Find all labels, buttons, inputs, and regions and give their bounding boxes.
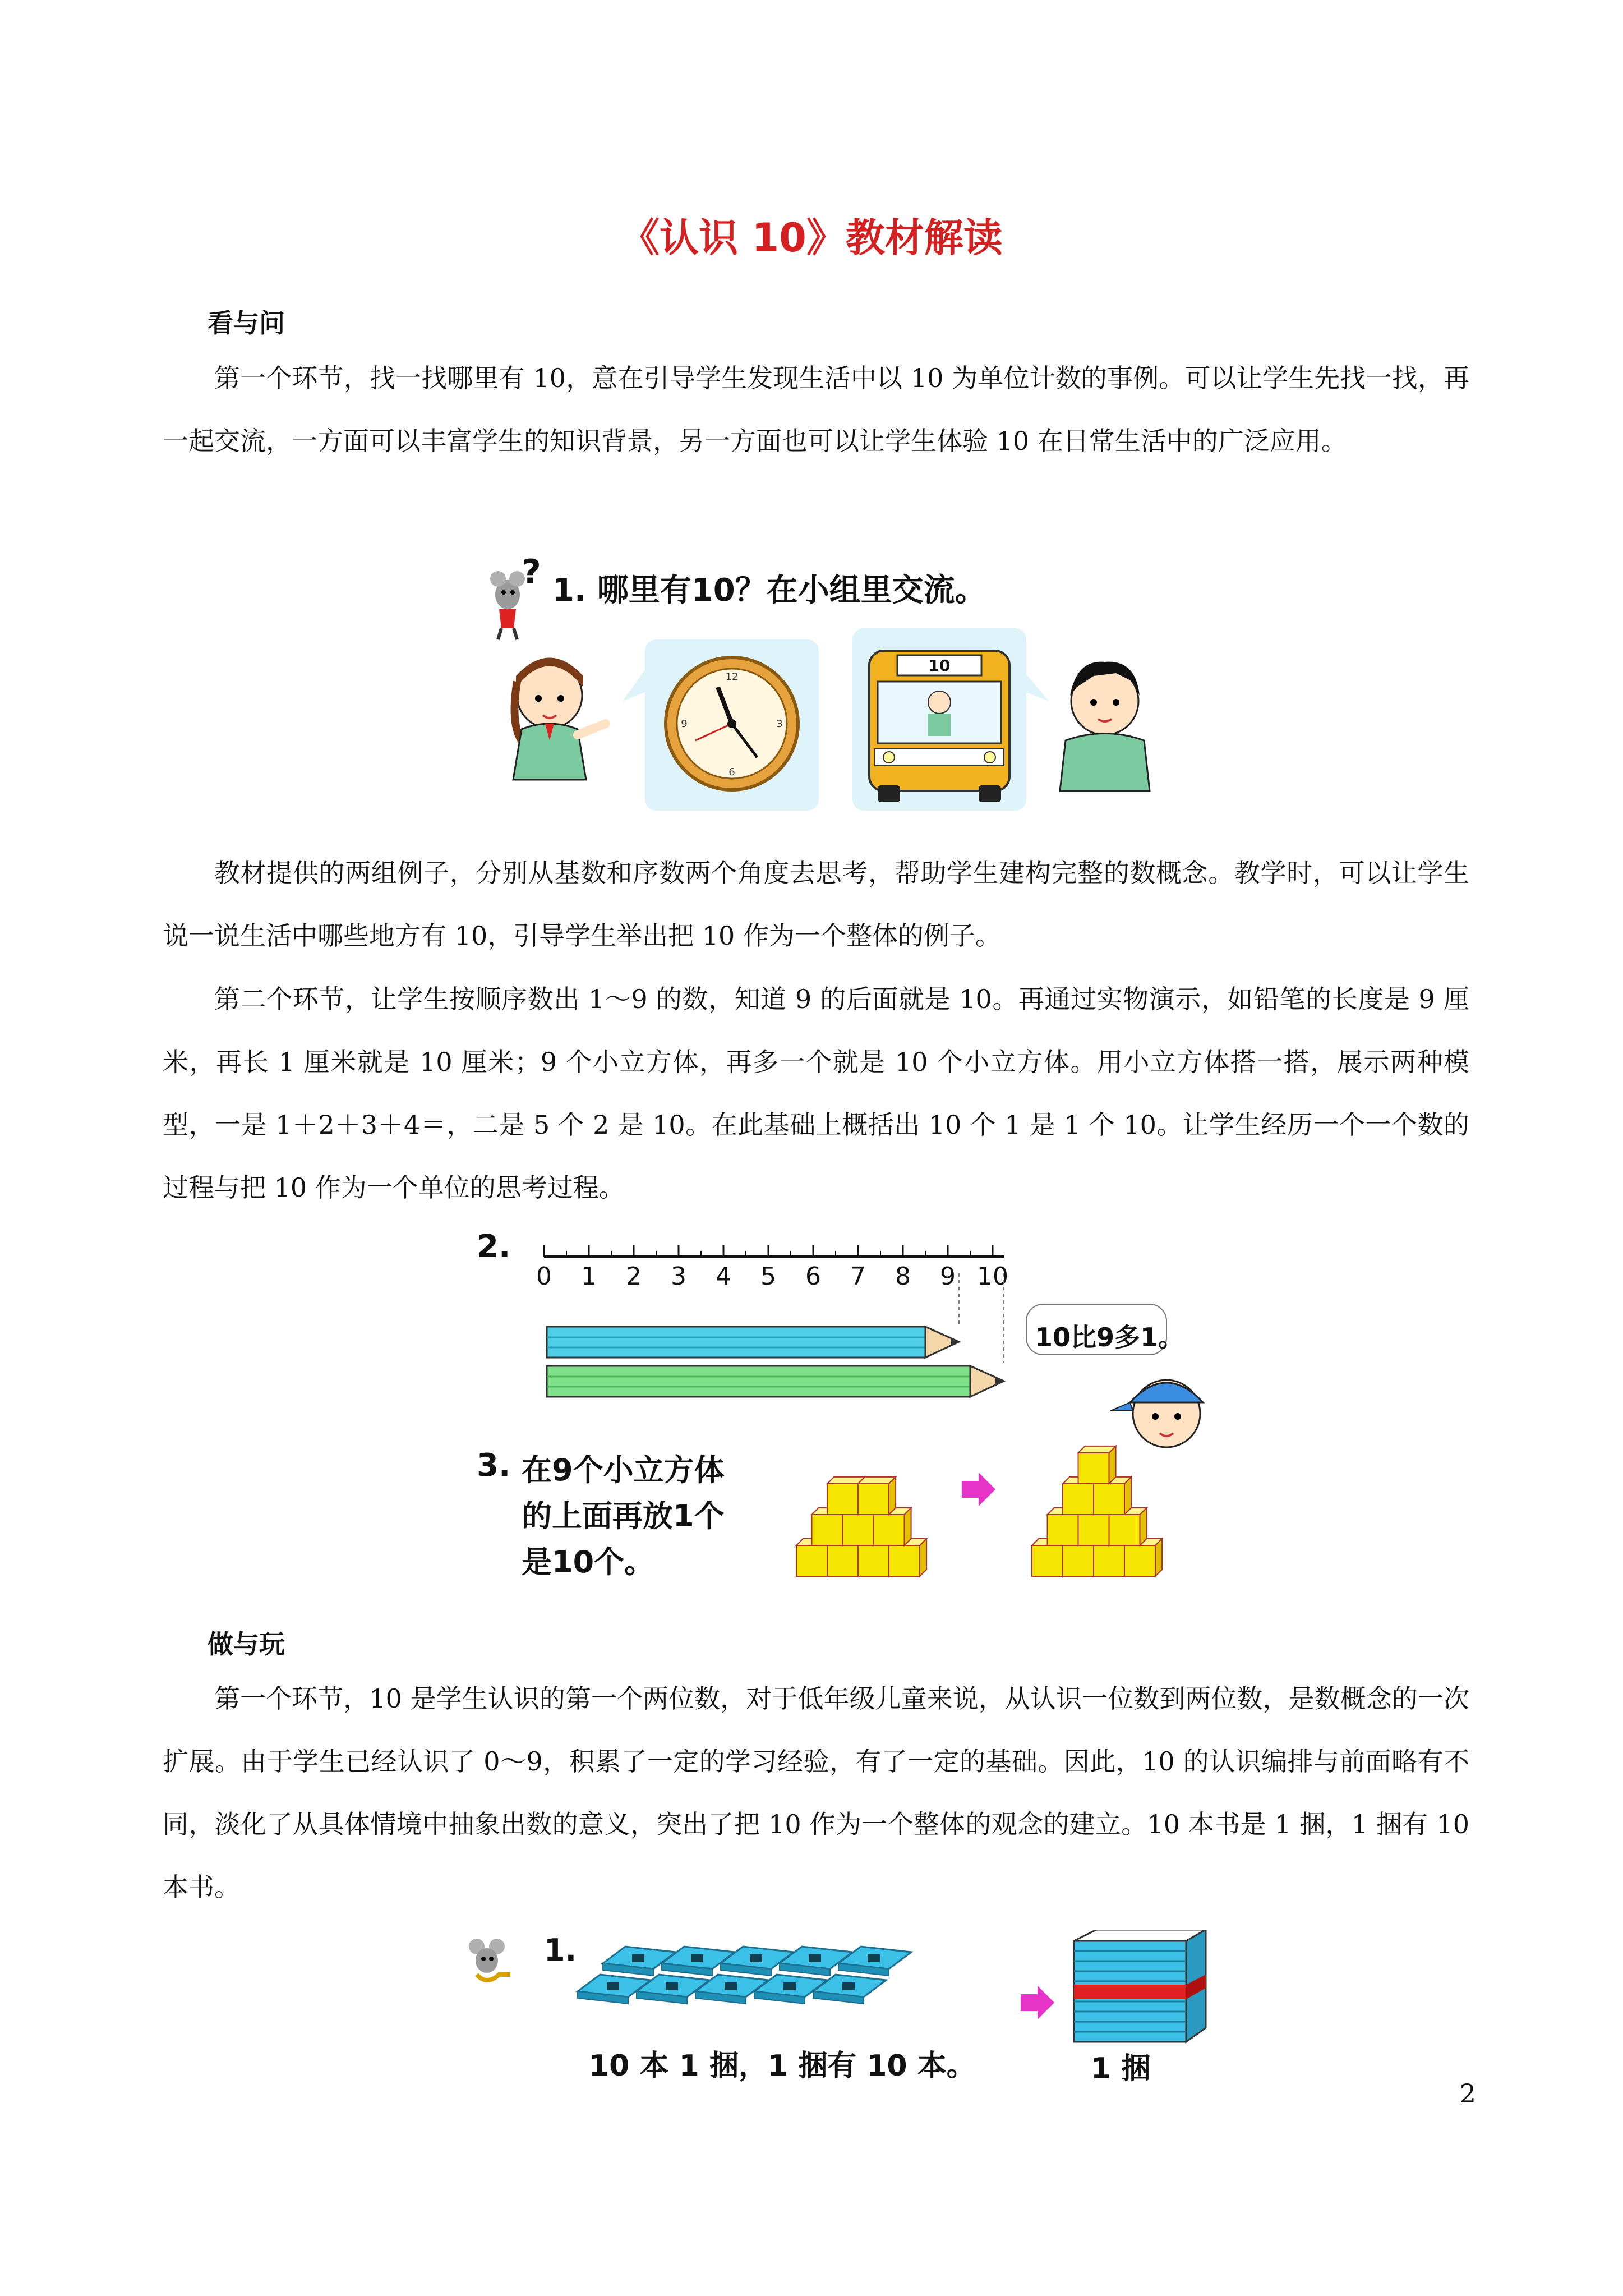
cube-face bbox=[843, 1515, 874, 1545]
svg-text:?: ? bbox=[522, 555, 541, 592]
cube-side bbox=[920, 1539, 926, 1576]
mouse-mascot-icon bbox=[490, 555, 541, 639]
cube-side bbox=[1155, 1539, 1162, 1576]
cap-boy-illustration bbox=[1110, 1380, 1203, 1447]
cube-face bbox=[1063, 1545, 1094, 1576]
section-heading-look-ask: 看与问 bbox=[208, 308, 285, 338]
ruler-tick-label: 10 bbox=[977, 1262, 1008, 1291]
cube-side bbox=[905, 1508, 911, 1545]
figure2-text3-line3: 是10个。 bbox=[522, 1544, 655, 1580]
figure-books-bundle bbox=[465, 1930, 1239, 2092]
page-number: 2 bbox=[1459, 2078, 1476, 2109]
book-icon bbox=[813, 1975, 886, 2004]
clock-bubble bbox=[623, 639, 819, 811]
svg-text:12: 12 bbox=[725, 671, 739, 683]
ruler-tick-label: 4 bbox=[716, 1262, 731, 1291]
cube-face bbox=[1109, 1515, 1140, 1545]
figure1-caption: 1. 哪里有10？在小组里交流。 bbox=[552, 572, 986, 609]
figure2-text3-line2: 的上面再放1个 bbox=[522, 1498, 725, 1534]
cube-side bbox=[1124, 1477, 1131, 1515]
paragraph-4: 第一个环节，10 是学生认识的第一个两位数，对于低年级儿童来说，从认识一位数到两位数，是数概念的一次扩展。由于学生已经认识了 0～9，积累了一定的学习经验，有了一定的基础。因此，10 的认识编排与前面略有不同，淡化了从具体情境中抽象出数的意义，突出了把 10 作为一个整体的观念的建立。10 本书是 1 捆，1 捆有 10 本书。 bbox=[163, 1683, 1469, 1902]
books-ten bbox=[578, 1947, 911, 2004]
ruler-tick-label: 6 bbox=[805, 1262, 821, 1291]
cube-face bbox=[827, 1484, 858, 1515]
girl-illustration bbox=[513, 658, 606, 780]
cube-face bbox=[1032, 1545, 1063, 1576]
speech-text: 10比9多1。 bbox=[1035, 1322, 1184, 1352]
cubes-9 bbox=[796, 1477, 926, 1576]
ruler-tick-label: 2 bbox=[626, 1262, 642, 1291]
cube-face bbox=[874, 1515, 905, 1545]
section-heading-do-play: 做与玩 bbox=[208, 1629, 285, 1659]
cube-face bbox=[1078, 1453, 1109, 1484]
cube-side bbox=[889, 1477, 896, 1515]
bus-bubble bbox=[852, 628, 1049, 811]
figure2-text3-line1: 在9个小立方体 bbox=[522, 1452, 725, 1488]
svg-text:3: 3 bbox=[776, 718, 783, 730]
cube-face bbox=[796, 1545, 827, 1576]
cube-face bbox=[858, 1545, 889, 1576]
cube-side bbox=[1109, 1446, 1116, 1484]
paragraph-3: 第二个环节，让学生按顺序数出 1～9 的数，知道 9 的后面就是 10。再通过实物演示，如铅笔的长度是 9 厘米，再长 1 厘米就是 10 厘米；9 个小立方体，再多一个就是 10 个小立方体。用小立方体搭一搭，展示两种模型，一是 1＋2＋3＋4＝，二是 5 个 2 是 10。在此基础上概括出 10 个 1 是 1 个 10。让学生经历一个一个数的过程与把 10 作为一个单位的思考过程。 bbox=[163, 984, 1469, 1203]
cube-face bbox=[1048, 1515, 1078, 1545]
svg-text:6: 6 bbox=[728, 766, 735, 778]
cube-side bbox=[1140, 1508, 1147, 1545]
bundle-label: 1 捆 bbox=[1091, 2052, 1151, 2086]
ruler-tick-label: 8 bbox=[895, 1262, 911, 1291]
book-bundle bbox=[1074, 1930, 1206, 2042]
cube-face bbox=[889, 1545, 920, 1576]
page-title: 《认识 10》教材解读 bbox=[620, 215, 1003, 261]
ruler-tick-label: 7 bbox=[850, 1262, 866, 1291]
cube-face bbox=[1078, 1515, 1109, 1545]
cube-face bbox=[1124, 1545, 1155, 1576]
ruler-tick-label: 9 bbox=[940, 1262, 956, 1291]
figure-ruler-cubes bbox=[465, 1223, 1239, 1616]
cube-face bbox=[1094, 1545, 1124, 1576]
boy-illustration bbox=[1060, 662, 1150, 791]
cube-face bbox=[858, 1484, 889, 1515]
pencil-9cm bbox=[547, 1327, 959, 1358]
ruler-ticks bbox=[536, 1245, 1008, 1291]
paragraph-1: 第一个环节，找一找哪里有 10，意在引导学生发现生活中以 10 为单位计数的事例。可以让学生先找一找，再一起交流，一方面可以丰富学生的知识背景，另一方面也可以让学生体验 10 在日常生活中的广泛应用。 bbox=[163, 363, 1469, 456]
arrow-right-icon bbox=[962, 1473, 995, 1506]
ruler-tick-label: 0 bbox=[536, 1262, 552, 1291]
cubes-10 bbox=[1032, 1446, 1162, 1576]
bus-number: 10 bbox=[928, 656, 951, 675]
figure2-text3 bbox=[522, 1447, 725, 1585]
figure3-caption: 10 本 1 捆，1 捆有 10 本。 bbox=[589, 2049, 976, 2083]
cube-face bbox=[812, 1515, 843, 1545]
pencil-10cm bbox=[547, 1366, 1004, 1397]
figure-where-is-10 bbox=[482, 555, 1166, 819]
arrow-right-icon bbox=[1021, 1986, 1054, 2019]
figure2-label-2: 2. bbox=[477, 1228, 511, 1265]
figure2-label-3: 3. bbox=[477, 1447, 511, 1484]
ruler-tick-label: 3 bbox=[671, 1262, 686, 1291]
figure3-label: 1. bbox=[544, 1932, 577, 1968]
paragraph-2: 教材提供的两组例子，分别从基数和序数两个角度去思考，帮助学生建构完整的数概念。教学时，可以让学生说一说生活中哪些地方有 10，引导学生举出把 10 作为一个整体的例子。 bbox=[163, 858, 1469, 951]
svg-text:9: 9 bbox=[681, 718, 688, 730]
ruler-tick-label: 1 bbox=[581, 1262, 597, 1291]
ruler-tick-label: 5 bbox=[760, 1262, 776, 1291]
book-icon bbox=[838, 1947, 911, 1976]
mouse-mascot-icon bbox=[469, 1939, 510, 1980]
cube-face bbox=[827, 1545, 858, 1576]
cube-face bbox=[1063, 1484, 1094, 1515]
cube-face bbox=[1094, 1484, 1124, 1515]
